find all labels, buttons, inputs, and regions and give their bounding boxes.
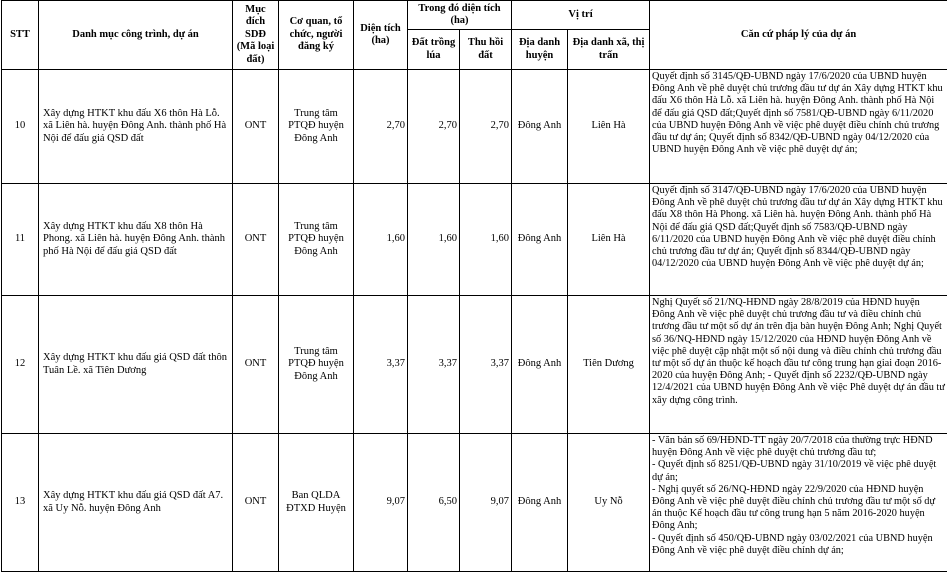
row-recovered-land: 1,60	[460, 184, 512, 296]
row-agency: Trung tâm PTQĐ huyện Đông Anh	[279, 70, 354, 184]
row-area: 9,07	[354, 434, 408, 572]
row-rice-land: 2,70	[408, 70, 460, 184]
row-commune: Uy Nỗ	[568, 434, 650, 572]
row-purpose: ONT	[233, 184, 279, 296]
row-project-name: Xây dựng HTKT khu đấu X8 thôn Hà Phong. xã Liên hà. huyện Đông Anh. thành phố Hà Nội để đấu giá QSD đất	[39, 184, 233, 296]
header-location: Vị trí	[512, 1, 650, 30]
row-project-name: Xây dựng HTKT khu đấu giá QSD đất thôn Tuân Lề. xã Tiên Dương	[39, 296, 233, 434]
row-purpose: ONT	[233, 296, 279, 434]
table-row	[2, 70, 947, 184]
row-commune: Liên Hà	[568, 184, 650, 296]
header-row-1	[2, 1, 947, 30]
row-stt: 11	[2, 184, 39, 296]
row-rice-land: 3,37	[408, 296, 460, 434]
legal-basis-text: Quyết định số 3145/QĐ-UBND ngày 17/6/2020 của UBND huyện Đông Anh về phê duyệt chủ trương đầu tư dự án Xây dựng HTKT khu đấu X6 thôn Hà Lỗ. xã Liên hà. huyện Đông Anh. thành phố Hà Nội để đấu giá QSD đất;Quyết định số 7581/QĐ-UBND ngày 6/11/2020 của UBND huyện Đông Anh về việc phê duyệt điều chỉnh chủ trương đầu tư dự án; Quyết định số 8342/QĐ-UBND ngày 04/12/2020 của UBND huyện Đông Anh về việc phê duyệt dự án;	[652, 71, 943, 156]
row-recovered-land: 3,37	[460, 296, 512, 434]
row-purpose: ONT	[233, 434, 279, 572]
header-of-which-area: Trong đó diện tích (ha)	[408, 1, 512, 30]
legal-basis-item: - Nghị quyết số 26/NQ-HĐND ngày 22/9/2020 của HĐND huyện Đông Anh về việc phê duyệt điều chỉnh chủ trương đầu tư một số dự án thuộc Kế hoạch đầu tư công trung hạn 5 năm 2016-2020 huyện Đông Anh;	[652, 483, 936, 532]
legal-basis-item: - Quyết định số 8251/QĐ-UBND ngày 31/10/2019 về việc phê duyệt dự án;	[652, 459, 937, 483]
row-legal-basis	[650, 184, 947, 296]
row-district: Đông Anh	[512, 434, 568, 572]
row-area: 2,70	[354, 70, 408, 184]
header-project-name: Danh mục công trình, dự án	[39, 1, 233, 70]
header-area: Diện tích (ha)	[354, 1, 408, 70]
row-commune: Tiên Dương	[568, 296, 650, 434]
row-district: Đông Anh	[512, 184, 568, 296]
legal-basis-item: - Văn bản số 69/HĐND-TT ngày 20/7/2018 của thường trực HĐND huyện Đông Anh về việc phê duyệt chủ trương đầu tư;	[652, 435, 933, 459]
row-recovered-land: 9,07	[460, 434, 512, 572]
row-agency: Trung tâm PTQĐ huyện Đông Anh	[279, 296, 354, 434]
row-rice-land: 1,60	[408, 184, 460, 296]
header-legal-basis: Căn cứ pháp lý của dự án	[650, 1, 947, 70]
header-district: Địa danh huyện	[512, 30, 568, 70]
row-agency: Trung tâm PTQĐ huyện Đông Anh	[279, 184, 354, 296]
row-area: 1,60	[354, 184, 408, 296]
table-row	[2, 434, 947, 572]
row-area: 3,37	[354, 296, 408, 434]
row-agency: Ban QLDA ĐTXD Huyện	[279, 434, 354, 572]
project-table	[1, 0, 947, 572]
header-recovered-land: Thu hồi đất	[460, 30, 512, 70]
row-stt: 12	[2, 296, 39, 434]
row-recovered-land: 2,70	[460, 70, 512, 184]
table-row	[2, 184, 947, 296]
header-registering-agency: Cơ quan, tổ chức, người đăng ký	[279, 1, 354, 70]
row-purpose: ONT	[233, 70, 279, 184]
row-legal-basis	[650, 434, 947, 572]
row-stt: 10	[2, 70, 39, 184]
row-stt: 13	[2, 434, 39, 572]
header-land-use-purpose: Mục đích SDĐ (Mã loại đất)	[233, 1, 279, 70]
row-district: Đông Anh	[512, 70, 568, 184]
header-stt: STT	[2, 1, 39, 70]
row-rice-land: 6,50	[408, 434, 460, 572]
header-rice-land: Đất trồng lúa	[408, 30, 460, 70]
row-commune: Liên Hà	[568, 70, 650, 184]
row-project-name: Xây dựng HTKT khu đấu X6 thôn Hà Lỗ. xã Liên hà. huyện Đông Anh. thành phố Hà Nội để đấu giá QSD đất	[39, 70, 233, 184]
row-project-name: Xây dựng HTKT khu đấu giá QSD đất A7. xã Uy Nỗ. huyện Đông Anh	[39, 434, 233, 572]
legal-basis-text: Quyết định số 3147/QĐ-UBND ngày 17/6/2020 của UBND huyện Đông Anh về phê duyệt chủ trương đầu tư dự án Xây dựng HTKT khu đấu X8 thôn Hà Phong. xã Liên hà. huyện Đông Anh. thành phố Hà Nội để đấu giá QSD đất;Quyết định số 7583/QĐ-UBND ngày 6/11/2020 của UBND huyện Đông Anh về việc phê duyệt điều chỉnh chủ trương đầu tư dự án; Quyết định số 8344/QĐ-UBND ngày 04/12/2020 của UBND huyện Đông Anh về việc phê duyệt dự án;	[652, 185, 943, 270]
table-row	[2, 296, 947, 434]
row-district: Đông Anh	[512, 296, 568, 434]
legal-basis-item: - Quyết định số 450/QĐ-UBND ngày 03/02/2021 của UBND huyện Đông Anh về việc phê duyệt điều chỉnh dự án;	[652, 532, 933, 556]
header-commune: Địa danh xã, thị trấn	[568, 30, 650, 70]
row-legal-basis	[650, 296, 947, 434]
row-legal-basis	[650, 70, 947, 184]
legal-basis-text: Nghị Quyết số 21/NQ-HĐND ngày 28/8/2019 của HĐND huyện Đông Anh về việc phê duyệt chủ trương đầu tư và điều chỉnh chủ trương đầu tư một số dự án trên địa bàn huyện Đông Anh; Nghị Quyết số 36/NQ-HĐND ngày 15/12/2020 của HĐND huyện Đông Anh về việc phê duyệt cập nhật một số nội dung và điều chỉnh chủ trương đầu tư một số dự án thuộc kế hoạch đầu tư công trung hạn giai đoạn 2016-2020 của huyện Đông Anh; - Quyết định số 2232/QĐ-UBND ngày 12/4/2021 của UBND huyện Đông Anh về việc Phê duyệt dự án đầu tư xây dựng công trình.	[652, 297, 945, 406]
